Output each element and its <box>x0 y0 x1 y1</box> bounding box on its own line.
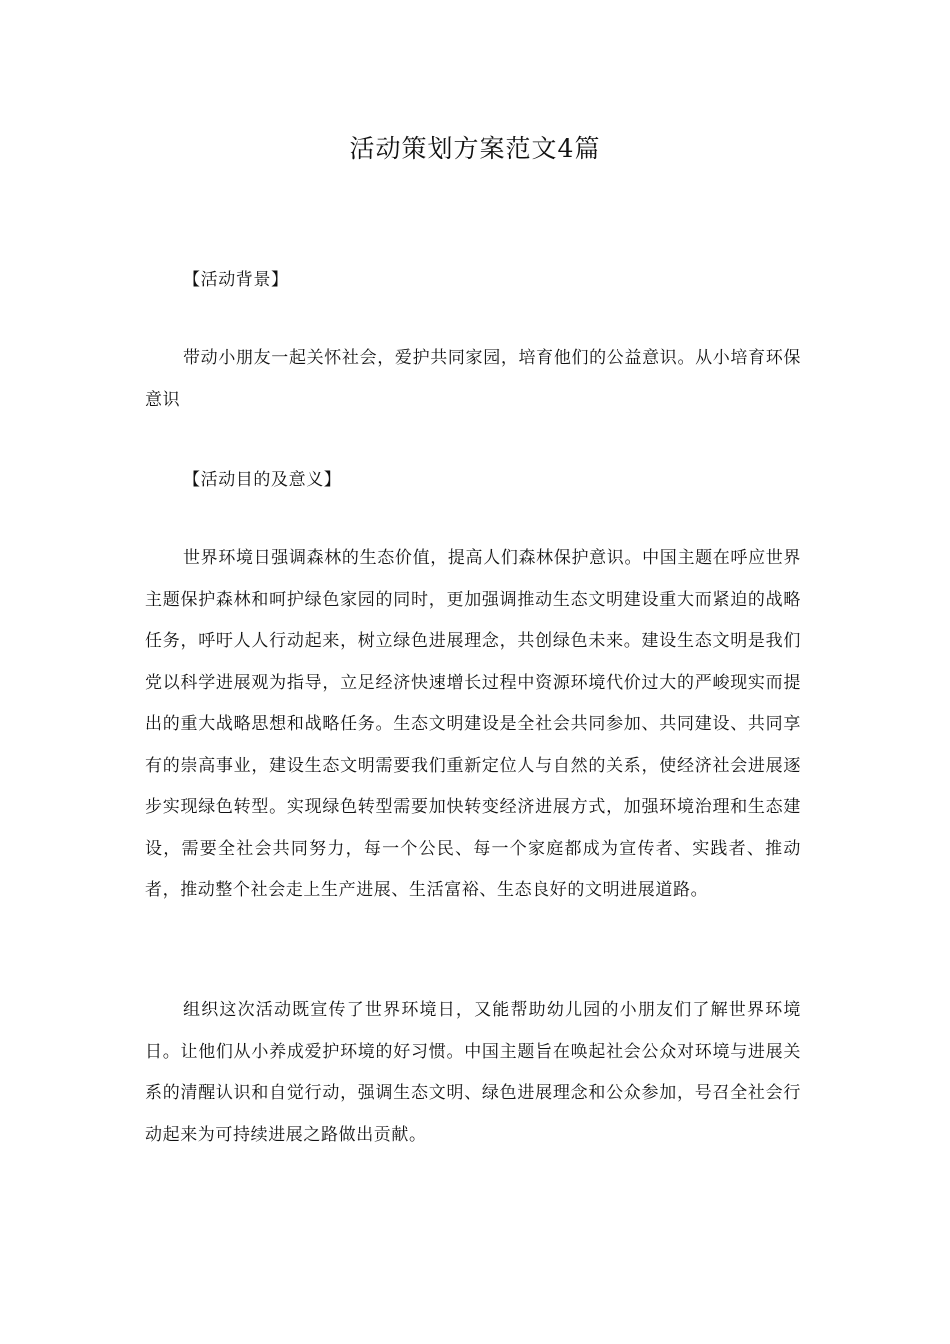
paragraph-purpose-2: 组织这次活动既宣传了世界环境日，又能帮助幼儿园的小朋友们了解世界环境日。让他们从小养成爱护环境的好习惯。中国主题旨在唤起社会公众对环境与进展关系的清醒认识和自觉行动，强调生态文明、绿色进展理念和公众参加，号召全社会行动起来为可持续进展之路做出贡献。 <box>145 1000 801 1145</box>
paragraph-purpose-1: 世界环境日强调森林的生态价值，提高人们森林保护意识。中国主题在呼应世界主题保护森林和呵护绿色家园的同时，更加强调推动生态文明建设重大而紧迫的战略任务，呼吁人人行动起来，树立绿色进展理念，共创绿色未来。建设生态文明是我们党以科学进展观为指导，立足经济快速增长过程中资源环境代价过大的严峻现实而提出的重大战略思想和战略任务。生态文明建设是全社会共同参加、共同建设、共同享有的崇高事业，建设生态文明需要我们重新定位人与自然的关系，使经济社会进展逐步实现绿色转型。实现绿色转型需要加快转变经济进展方式，加强环境治理和生态建设，需要全社会共同努力，每一个公民、每一个家庭都成为宣传者、实践者、推动者，推动整个社会走上生产进展、生活富裕、生态良好的文明进展道路。 <box>145 548 801 900</box>
section-heading-background: 【活动背景】 <box>183 270 289 290</box>
document-title: 活动策划方案范文4篇 <box>349 134 601 163</box>
paragraph-background: 带动小朋友一起关怀社会，爱护共同家园，培育他们的公益意识。从小培育环保意识 <box>145 348 801 410</box>
section-heading-purpose: 【活动目的及意义】 <box>183 470 342 490</box>
